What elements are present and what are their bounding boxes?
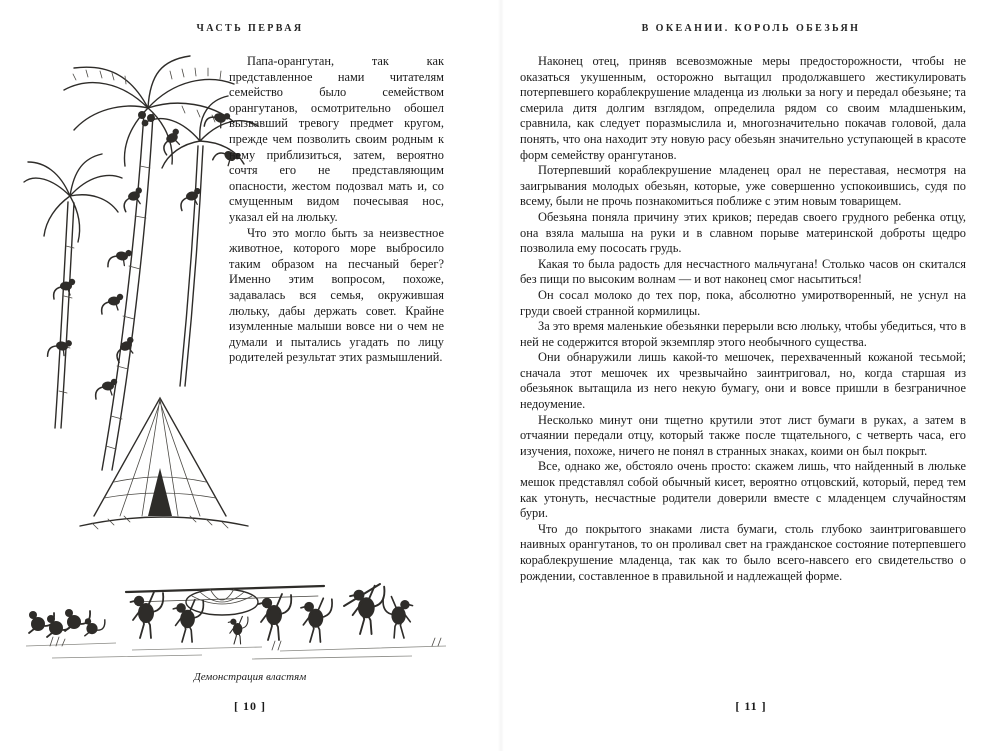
paragraph: Наконец отец, приняв всевозможные меры предосторожности, чтобы не оказаться укушенным, осторожно вытащил продолжавшего жестикулировать потерпевшего кораблекрушение младенца из люльки за ногу и передал обезьяне; та смерила дитя долгим взглядом, определила рядом со своим младшеньким, сравнила, как следует поразмыслила и, многозначительно покачав головой, дала понять, что она находит эту новую расу обезьян значительно уступающей в красоте форм семейству орангутанов. — [520, 54, 966, 162]
paragraph: За это время маленькие обезьянки перерыли всю люльку, чтобы убедиться, что в ней не содержится второй экземпляр этого необычного существа. — [520, 319, 966, 349]
paragraph: Он сосал молоко до тех пор, пока, абсолютно умиротворенный, не уснул на груди своей странной кормилицы. — [520, 287, 966, 318]
right-page — [501, 0, 1001, 751]
left-page-text — [229, 54, 444, 366]
paragraph: Какая то была радость для несчастного мальчугана! Столько часов он скитался без пищи по высоким волнам — и вот наконец смог насытиться! — [520, 256, 966, 287]
paragraph: Папа-орангутан, так как представленное нами читателям семейство было семейством орангутанов, осмотрительно обошел вызвавший тревогу предмет кругом, прежде чем позволить своим родным к нему приблизиться, затем, вероятно сочтя его не представляющим опасности, жестом подозвал мать и, со смущенным видом почесывая нос, указал ей на люльку. — [229, 54, 444, 224]
running-head-left: ЧАСТЬ ПЕРВАЯ — [196, 23, 304, 34]
paragraph: Несколько минут они тщетно крутили этот лист бумаги в руках, а затем в отчаянии передали отцу, который также после тщательного, с четверть часа, его изучения, похоже, ничего не понял в странных знаках, коими он был покрыт. — [520, 412, 966, 458]
paragraph: Что до покрытого знаками листа бумаги, столь глубоко заинтриговавшего наивных орангутанов, то он проливал свет на гражданское состояние потерпевшего кораблекрушение младенца, так как то было всего-навсего его свидетельство о рождении, составленное в правильной и надлежащей форме. — [520, 521, 966, 583]
paragraph: Потерпевший кораблекрушение младенец орал не переставая, несмотря на заигрывания молодых обезьян, которые, уже совершенно успокоившись, судя по всему, были не прочь познакомиться поближе с этим новым товарищем. — [520, 163, 966, 209]
paragraph: Все, однако же, обстояло очень просто: скажем лишь, что найденный в люльке мешок представлял собой обычный кисет, вероятно отцовский, который, перед тем как утонуть, несчастные родители доверили вместе с младенцем случайностям бури. — [520, 459, 966, 521]
page-number-right: [ 11 ] — [735, 699, 767, 713]
paragraph: Обезьяна поняла причину этих криков; передав своего грудного ребенка отцу, она взяла малыша на руки и в славном порыве материнской доброты щедро позволила ему пососать грудь. — [520, 209, 966, 256]
paragraph: Что это могло быть за неизвестное животное, которого море выбросило таким образом на песчаный берег? Именно этим вопросом, похоже, задавалась вся семья, окружившая люльку, дабы держать совет. Крайне изумленные малыши вовсе ни о чем не думали и пытались угадать по лицу родителей результат этих размышлений. — [229, 225, 444, 365]
illustration-caption: Демонстрация властям — [193, 671, 307, 683]
left-page — [0, 0, 500, 751]
running-head-right: В ОКЕАНИИ. КОРОЛЬ ОБЕЗЬЯН — [641, 23, 861, 34]
page-number-left: [ 10 ] — [234, 699, 266, 713]
right-page-text — [520, 54, 966, 584]
paragraph: Они обнаружили лишь какой-то мешочек, перехваченный кожаной тесьмой; сначала этот мешочек их чрезвычайно заинтриговал, но, когда старшая из обезьянок вытащила из него некую бумагу, они и вовсе пришли в безграничное недоумение. — [520, 350, 966, 412]
